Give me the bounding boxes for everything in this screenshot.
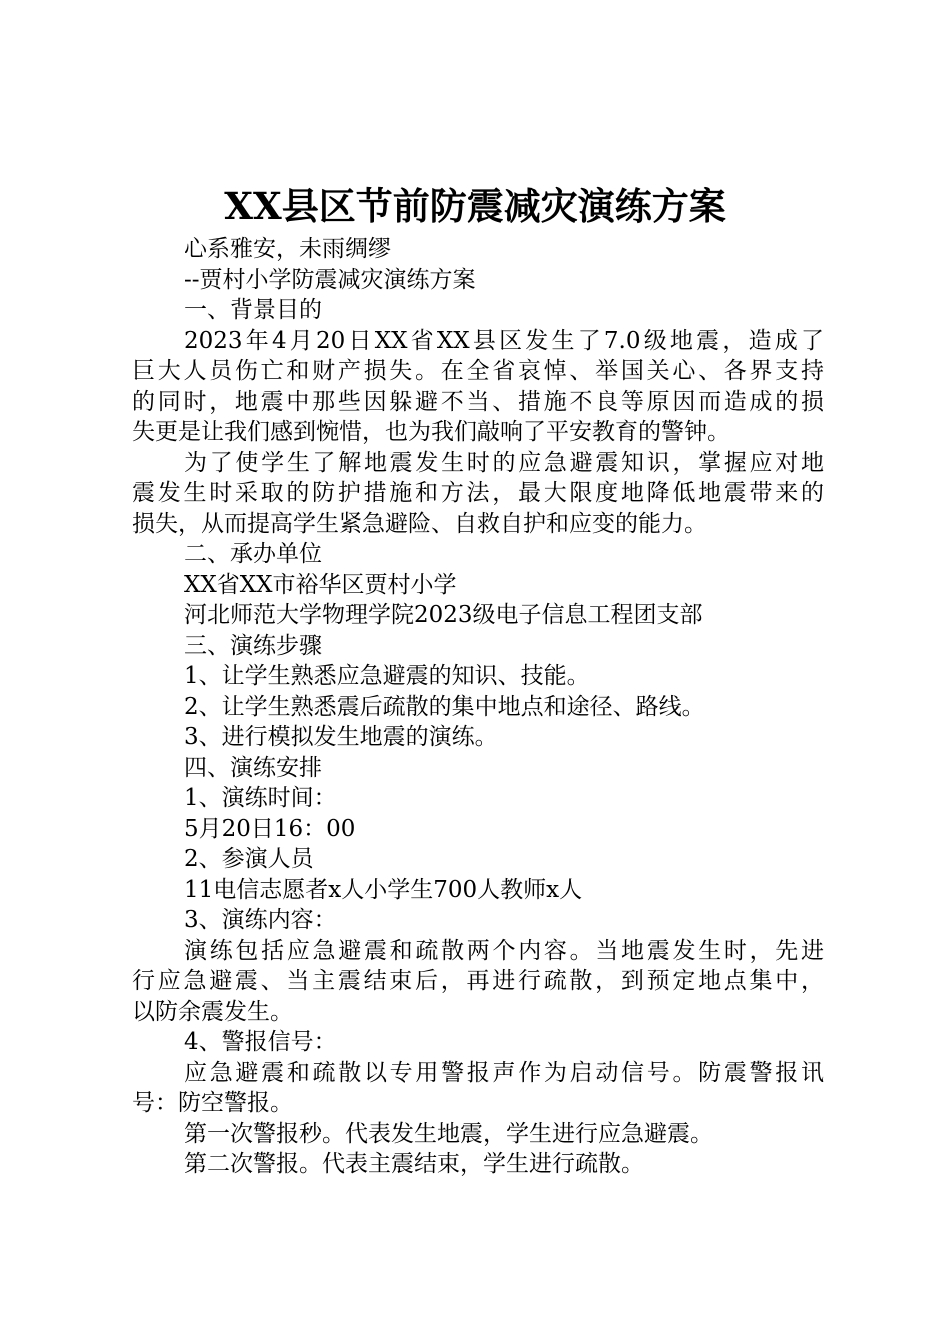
paragraph-line: 损失，从而提高学生紧急避险、自救自护和应变的能力。 xyxy=(132,510,707,537)
alarm-signal-label: 4、警报信号： xyxy=(184,1029,337,1055)
paragraph-line: 震发生时采取的防护措施和方法，最大限度地降低地震带来的 xyxy=(132,480,824,506)
paragraph-line: 以防余震发生。 xyxy=(132,998,293,1025)
paragraph-line: 号：防空警报。 xyxy=(132,1090,293,1116)
paragraph-line: 失更是让我们感到惋惜，也为我们敲响了平安教育的警钟。 xyxy=(132,419,730,445)
section-heading-arrangement: 四、演练安排 xyxy=(184,754,322,781)
step-item: 2、让学生熟悉震后疏散的集中地点和途径、路线。 xyxy=(184,693,705,720)
paragraph-line: 行应急避震、当主震结束后，再进行疏散，到预定地点集中， xyxy=(132,968,824,994)
subtitle-line: 心系雅安，未雨绸缪 xyxy=(184,236,391,262)
paragraph-line: 为了使学生了解地震发生时的应急避震知识，掌握应对地 xyxy=(184,449,824,476)
organizer-item: 河北师范大学物理学院2023级电子信息工程团支部 xyxy=(184,602,703,628)
document-body xyxy=(132,234,824,1180)
organizer-item: XX省XX市裕华区贾村小学 xyxy=(184,571,457,598)
paragraph-line: 演练包括应急避震和疏散两个内容。当地震发生时，先进 xyxy=(184,937,824,964)
paragraph-line: 2023年4月20日XX省XX县区发生了7.0级地震，造成了 xyxy=(184,327,824,354)
step-item: 3、进行模拟发生地震的演练。 xyxy=(184,724,498,750)
subtitle-school-line: --贾村小学防震减灾演练方案 xyxy=(184,266,476,293)
paragraph-line: 巨大人员伤亡和财产损失。在全省哀悼、举国关心、各界支持 xyxy=(132,358,824,384)
participants-value: 11电信志愿者x人小学生700人教师x人 xyxy=(184,876,583,903)
participants-label: 2、参演人员 xyxy=(184,846,314,872)
first-alarm-line: 第一次警报秒。代表发生地震，学生进行应急避震。 xyxy=(184,1120,713,1147)
section-heading-organizer: 二、承办单位 xyxy=(184,541,322,567)
document-title: XX县区节前防震减灾演练方案 xyxy=(224,184,726,228)
drill-time-value: 5月20日16：00 xyxy=(184,815,356,842)
paragraph-line: 应急避震和疏散以专用警报声作为启动信号。防震警报讯 xyxy=(184,1059,824,1086)
second-alarm-line: 第二次警报。代表主震结束，学生进行疏散。 xyxy=(184,1151,644,1177)
section-heading-steps: 三、演练步骤 xyxy=(184,632,322,659)
section-heading-background: 一、背景目的 xyxy=(184,297,322,323)
step-item: 1、让学生熟悉应急避震的知识、技能。 xyxy=(184,663,590,689)
drill-time-label: 1、演练时间： xyxy=(184,785,337,811)
paragraph-line: 的同时，地震中那些因躲避不当、措施不良等原因而造成的损 xyxy=(132,388,824,415)
drill-content-label: 3、演练内容： xyxy=(184,907,337,933)
